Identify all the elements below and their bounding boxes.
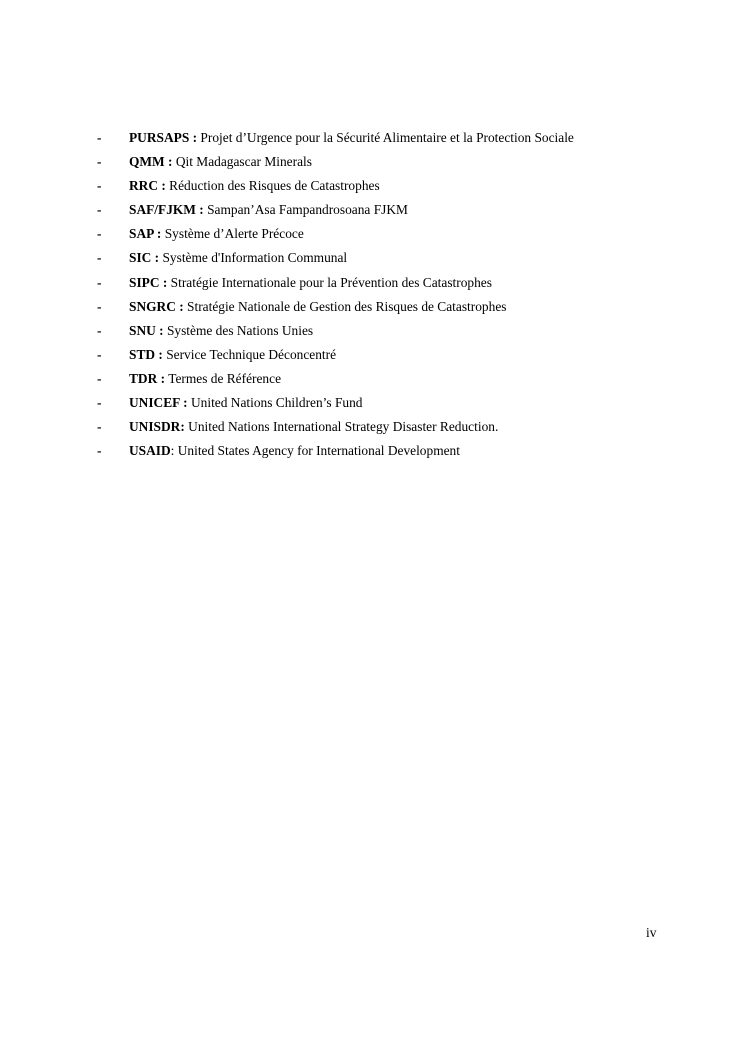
list-item <box>97 177 697 201</box>
list-bullet: - <box>97 443 102 459</box>
list-item <box>97 370 697 394</box>
abbreviation-definition: Système des Nations Unies <box>163 322 314 338</box>
abbreviation-term: SNU : <box>129 322 164 338</box>
abbreviation-term: SAP : <box>129 226 162 242</box>
list-item <box>97 274 697 298</box>
list-item <box>97 201 697 225</box>
list-item <box>97 322 697 346</box>
abbreviation-definition: Qit Madagascar Minerals <box>172 154 312 170</box>
list-bullet: - <box>97 202 102 218</box>
abbreviation-term: QMM : <box>129 154 173 170</box>
abbreviation-term: USAID <box>129 443 171 459</box>
abbreviation-definition: Termes de Référence <box>165 370 282 386</box>
list-item <box>97 153 697 177</box>
list-bullet: - <box>97 395 102 411</box>
abbreviation-term: SAF/FJKM : <box>129 202 204 218</box>
abbreviation-term: UNICEF : <box>129 395 188 411</box>
list-bullet: - <box>97 226 102 242</box>
list-bullet: - <box>97 130 102 145</box>
abbreviation-definition: Projet d’Urgence pour la Sécurité Alimentaire et la Protection Sociale <box>197 130 574 145</box>
list-bullet: - <box>97 419 102 435</box>
abbreviation-definition: Stratégie Internationale pour la Prévention des Catastrophes <box>167 274 492 290</box>
list-item <box>97 394 697 418</box>
abbreviation-definition: Réduction des Risques de Catastrophes <box>165 178 380 194</box>
abbreviation-definition: Système d'Information Communal <box>159 250 348 266</box>
list-bullet: - <box>97 322 102 338</box>
list-bullet: - <box>97 178 102 194</box>
list-bullet: - <box>97 370 102 386</box>
abbreviation-definition: United Nations Children’s Fund <box>187 395 363 411</box>
abbreviation-definition: Sampan’Asa Fampandrosoana FJKM <box>203 202 408 218</box>
abbreviation-definition: Système d’Alerte Précoce <box>161 226 304 242</box>
abbreviation-term: TDR : <box>129 370 166 386</box>
abbreviation-term: SIPC : <box>129 274 168 290</box>
abbreviation-list <box>97 129 697 466</box>
list-item <box>97 442 697 466</box>
list-bullet: - <box>97 250 102 266</box>
abbreviation-definition: Service Technique Déconcentré <box>162 346 337 362</box>
list-bullet: - <box>97 298 102 314</box>
list-item <box>97 249 697 273</box>
abbreviation-definition: : United States Agency for International Development <box>170 443 460 459</box>
abbreviation-definition: Stratégie Nationale de Gestion des Risques de Catastrophes <box>183 298 507 314</box>
list-bullet: - <box>97 346 102 362</box>
list-bullet: - <box>97 154 102 170</box>
abbreviation-term: STD : <box>129 346 163 362</box>
list-item <box>97 298 697 322</box>
list-item <box>97 418 697 442</box>
abbreviation-term: RRC : <box>129 178 166 194</box>
list-item <box>97 346 697 370</box>
abbreviation-term: PURSAPS : <box>129 130 198 145</box>
list-bullet: - <box>97 274 102 290</box>
list-item <box>97 225 697 249</box>
abbreviation-term: SNGRC : <box>129 298 184 314</box>
abbreviation-definition: United Nations International Strategy Disaster Reduction. <box>184 419 499 435</box>
abbreviation-term: UNISDR: <box>129 419 185 435</box>
page-number: iv <box>646 925 657 940</box>
list-item <box>97 129 697 153</box>
abbreviation-term: SIC : <box>129 250 160 266</box>
